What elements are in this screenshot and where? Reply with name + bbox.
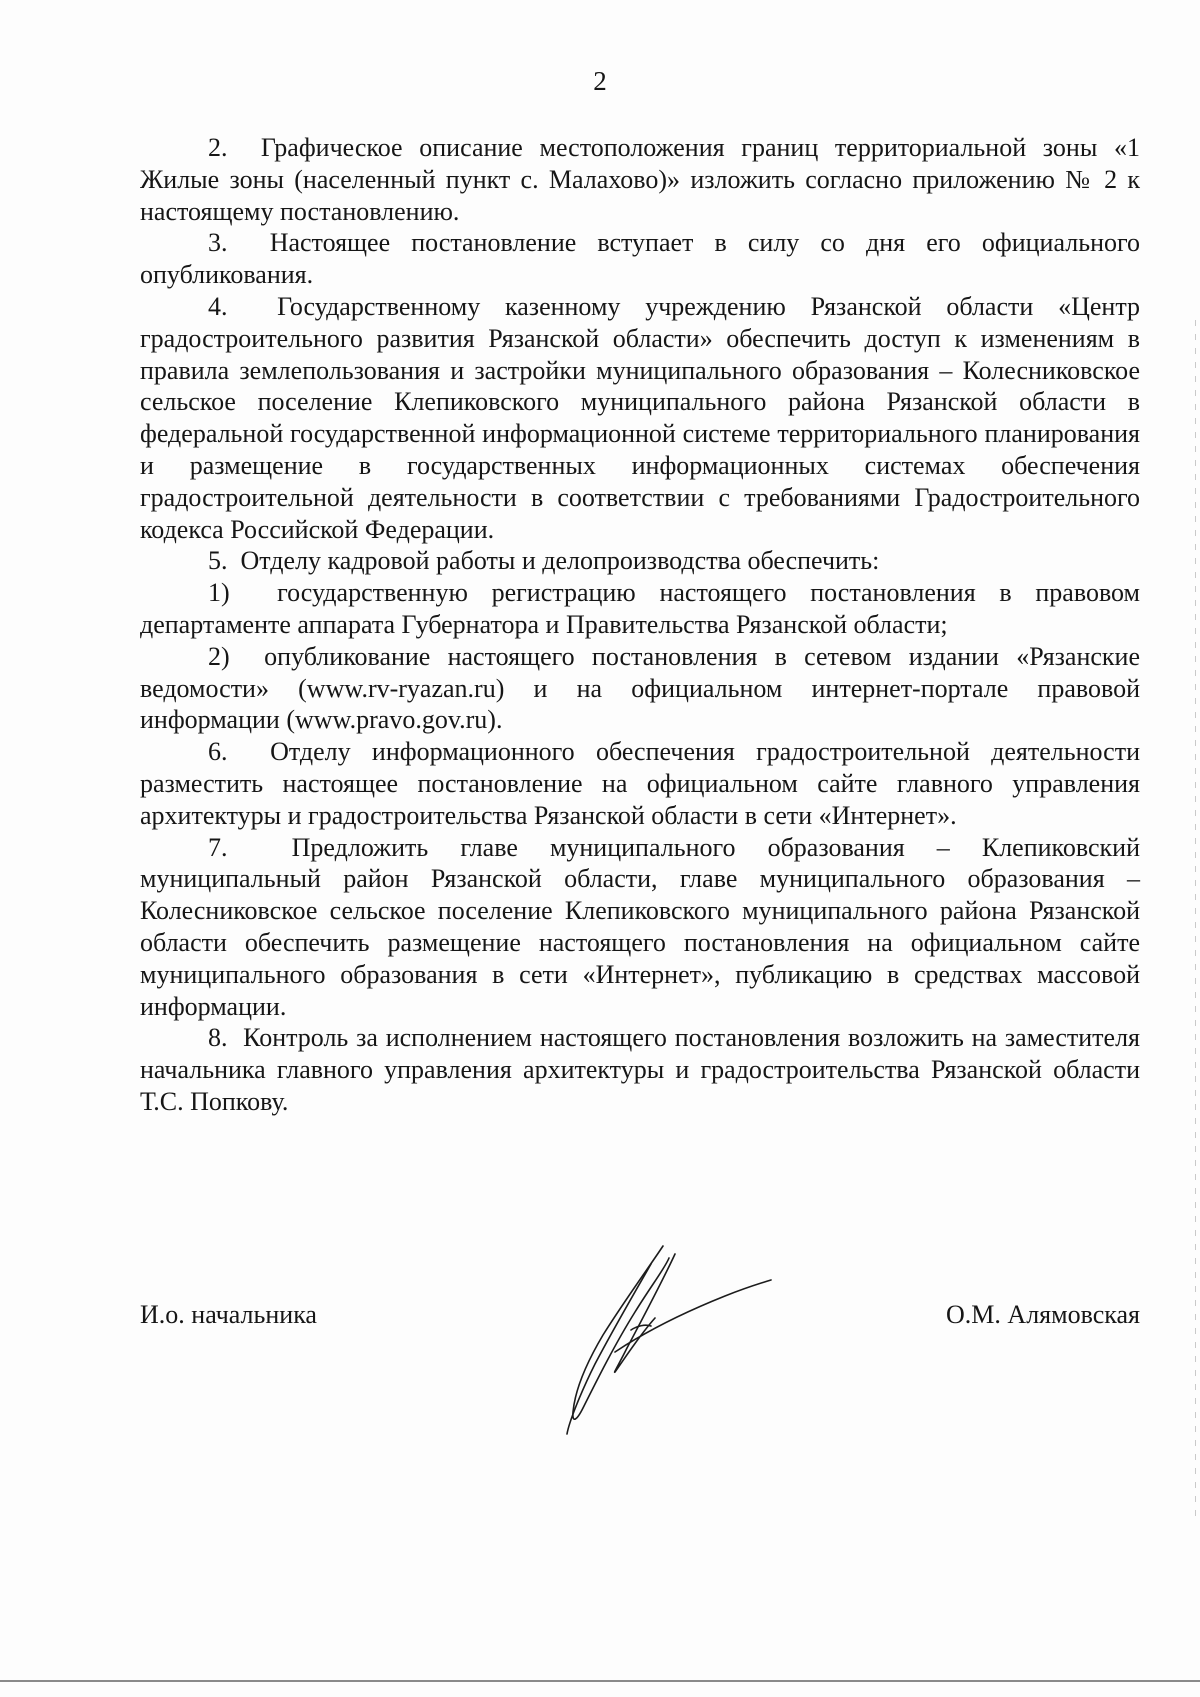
document-body [140,132,1140,1118]
subparagraph-5-1: 1) государственную регистрацию настоящего постановления в правовом департаменте аппарата Губернатора и Правительства Рязанской области; [140,578,1140,639]
subparagraph-5-2: 2) опубликование настоящего постановления в сетевом издании «Рязанские ведомости» (www.rv-ryazan.ru) и на официальном интернет-портале правовой информации (www.pravo.gov.ru). [140,641,1140,735]
paragraph-6: 6. Отделу информационного обеспечения градостроительной деятельности разместить настоящее постановление на официальном сайте главного управления архитектуры и градостроительства Рязанской области в сети «Интернет». [140,737,1140,830]
paragraph-7: 7. Предложить главе муниципального образования – Клепиковский муниципальный район Рязанской области, главе муниципального образования – Колесниковское сельское поселение Клепиковского муниципального района Рязанской области обеспечить размещение настоящего постановления на официальном сайте муниципального образования в сети «Интернет», публикацию в средствах массовой информации. [140,832,1140,1021]
scan-edge-artifact [1195,320,1196,1520]
paragraph-8: 8. Контроль за исполнением настоящего постановления возложить на заместителя начальника главного управления архитектуры и градостроительства Рязанской области Т.С. Попкову. [140,1023,1140,1116]
scan-bottom-line [0,1680,1200,1682]
handwritten-signature [555,1240,785,1440]
signature-strokes [567,1246,771,1434]
signatory-position: И.о. начальника [140,1300,317,1329]
signatory-name: О.М. Алямовская [946,1300,1140,1329]
page-number: 2 [593,66,607,96]
paragraph-5: 5. Отделу кадровой работы и делопроизводства обеспечить: [208,546,880,576]
paragraph-4: 4. Государственному казенному учреждению Рязанской области «Центр градостроительного развития Рязанской области» обеспечить доступ к изменениям в правила землепользования и застройки муниципального образования – Колесниковское сельское поселение Клепиковского муниципального района Рязанской области в федеральной государственной информационной системе территориального планирования и размещение в государственных информационных системах обеспечения градостроительной деятельности в соответствии с требованиями Градостроительного кодекса Российской Федерации. [140,291,1140,544]
paragraph-2: 2. Графическое описание местоположения границ территориальной зоны «1 Жилые зоны (населенный пункт с. Малахово)» изложить согласно приложению № 2 к настоящему постановлению. [140,133,1140,226]
paragraph-3: 3. Настоящее постановление вступает в силу со дня его официального опубликования. [140,228,1140,290]
